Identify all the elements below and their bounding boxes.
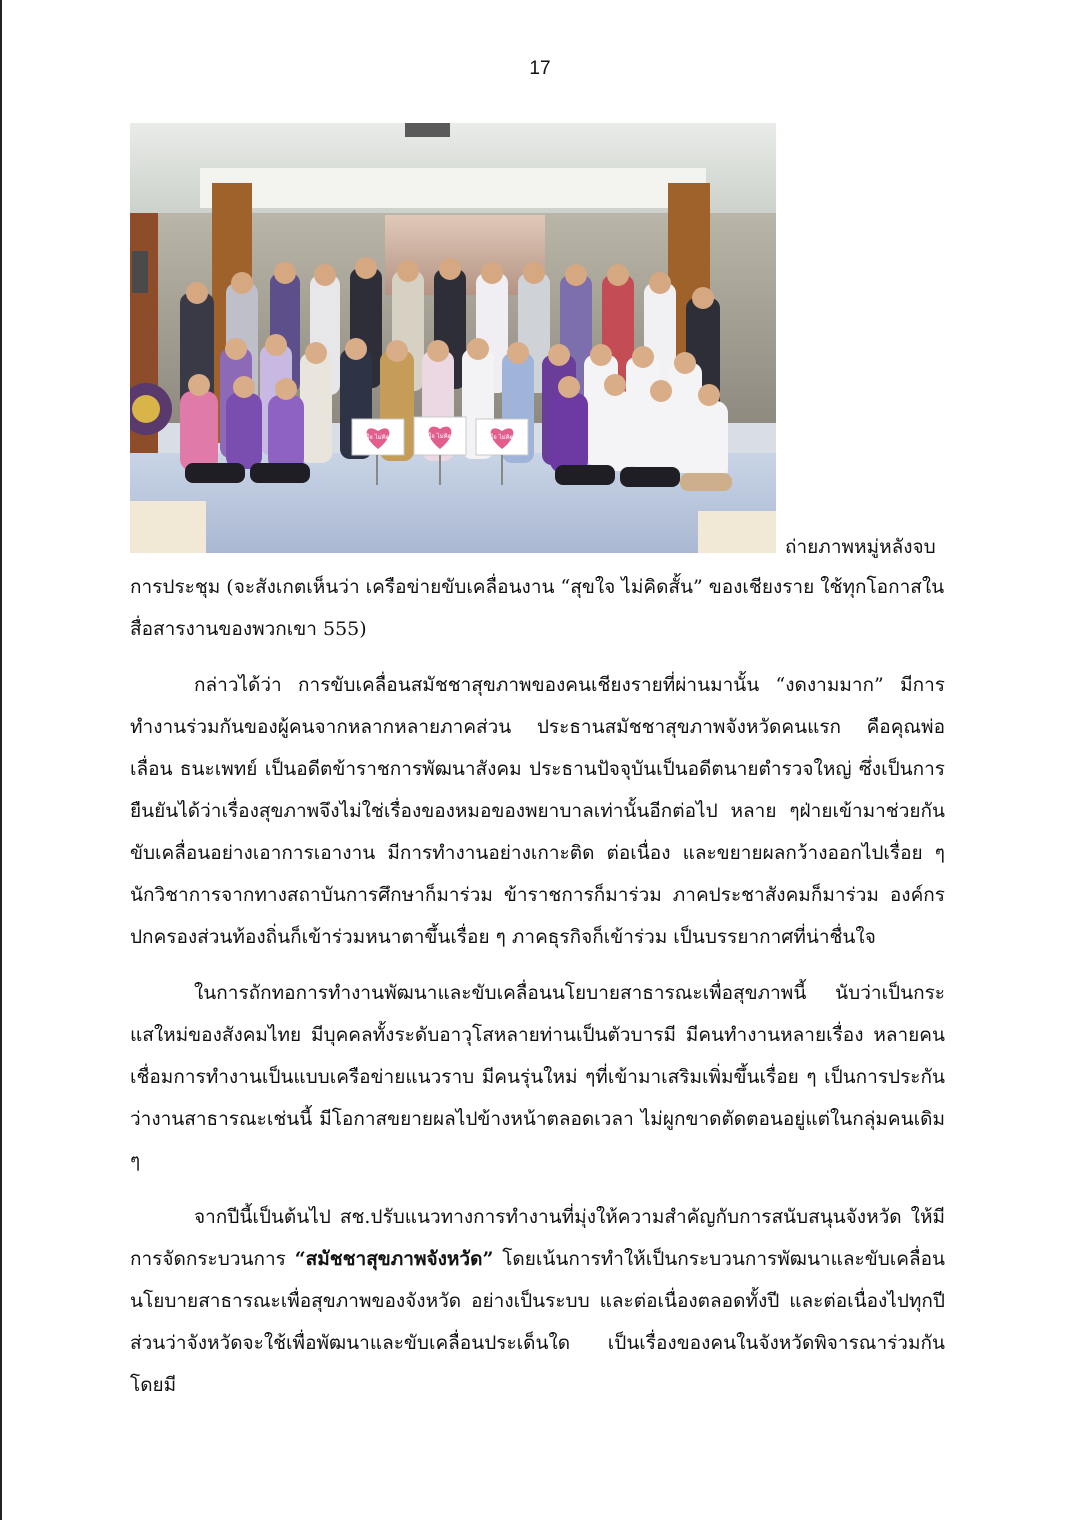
page-number: 17	[529, 58, 551, 79]
banner-text: สุขใจ ไม่คิดสั้น	[358, 434, 398, 441]
banner-text: สุขใจ ไม่คิดสั้น	[420, 433, 460, 440]
paragraph-1: กล่าวได้ว่า การขับเคลื่อนสมัชชาสุขภาพของคนเชียงรายที่ผ่านมานั้น “งดงามมาก” มีการทำงานร่วมกันของผู้คนจากหลากหลายภาคส่วน ประธานสมัชชาสุขภาพจังหวัดคนแรก คือคุณพ่อเลื่อน ธนะเพทย์ เป็นอดีตข้าราชการพัฒนาสังคม ประธานปัจจุบันเป็นอดีตนายตำรวจใหญ่ ซึ่งเป็นการยืนยันได้ว่าเรื่องสุขภาพจึงไม่ใช่เรื่องของหมอของพยาบาลเท่านั้นอีกต่อไป หลาย ๆฝ่ายเข้ามาช่วยกันขับเคลื่อนอย่างเอาการเอางาน มีการทำงานอย่างเกาะติด ต่อเนื่อง และขยายผลกว้างออกไปเรื่อย ๆ นักวิชาการจากทางสถาบันการศึกษาก็มาร่วม ข้าราชการก็มาร่วม ภาคประชาสังคมก็มาร่วม องค์กรปกครองส่วนท้องถิ่นก็เข้าร่วมหนาตาขึ้นเรื่อย ๆ ภาคธุรกิจก็เข้าร่วม เป็นบรรยากาศที่น่าชื่นใจ	[130, 674, 945, 948]
paragraph-2: ในการถักทอการทำงานพัฒนาและขับเคลื่อนนโยบายสาธารณะเพื่อสุขภาพนี้ นับว่าเป็นกระแสใหม่ของสังคมไทย มีบุคคลทั้งระดับอาวุโสหลายท่านเป็นตัวบารมี มีคนทำงานหลายเรื่อง หลายคน เชื่อมการทำงานเป็นแบบเครือข่ายแนวราบ มีคนรุ่นใหม่ ๆที่เข้ามาเสริมเพิ่มขึ้นเรื่อย ๆ เป็นการประกันว่างานสาธารณะเช่นนี้ มีโอกาสขยายผลไปข้างหน้าตลอดเวลา ไม่ผูกขาดตัดตอนอยู่แต่ในกลุ่มคนเดิม ๆ	[130, 982, 945, 1172]
paragraph-3	[130, 1196, 945, 1406]
paragraph-3-end: โดยเน้นการทำให้เป็นกระบวนการพัฒนาและขับเคลื่อนนโยบายสาธารณะเพื่อสุขภาพของจังหวัด อย่างเป็นระบบ และต่อเนื่องตลอดทั้งปี และต่อเนื่องไปทุกปี ส่วนว่าจังหวัดจะใช้เพื่อพัฒนาและขับเคลื่อนประเด็นใด เป็นเรื่องของคนในจังหวัดพิจารณาร่วมกัน โดยมี	[130, 1248, 945, 1396]
photo-caption-continued: การประชุม (จะสังเกตเห็นว่า เครือข่ายขับเคลื่อนงาน “สุขใจ ไม่คิดสั้น” ของเชียงราย ใช้ทุกโอกาสใน สื่อสารงานของพวกเขา 555)	[130, 576, 945, 640]
banner-text: สุขใจ ไม่คิดสั้น	[482, 434, 522, 441]
photo-caption-inline: ถ่ายภาพหมู่หลังจบ	[785, 536, 936, 558]
paragraph-3-emphasis: “สมัชชาสุขภาพจังหวัด”	[294, 1248, 494, 1270]
paragraph-3-start: จากปีนี้เป็นต้นไป สช.ปรับแนวทางการทำงานที่มุ่งให้ความสำคัญกับการสนับสนุนจังหวัด ให้มีการจัดกระบวนการ	[130, 1206, 945, 1270]
group-photo	[130, 123, 776, 553]
body-content	[130, 566, 945, 1406]
page-left-edge	[0, 0, 2, 1520]
